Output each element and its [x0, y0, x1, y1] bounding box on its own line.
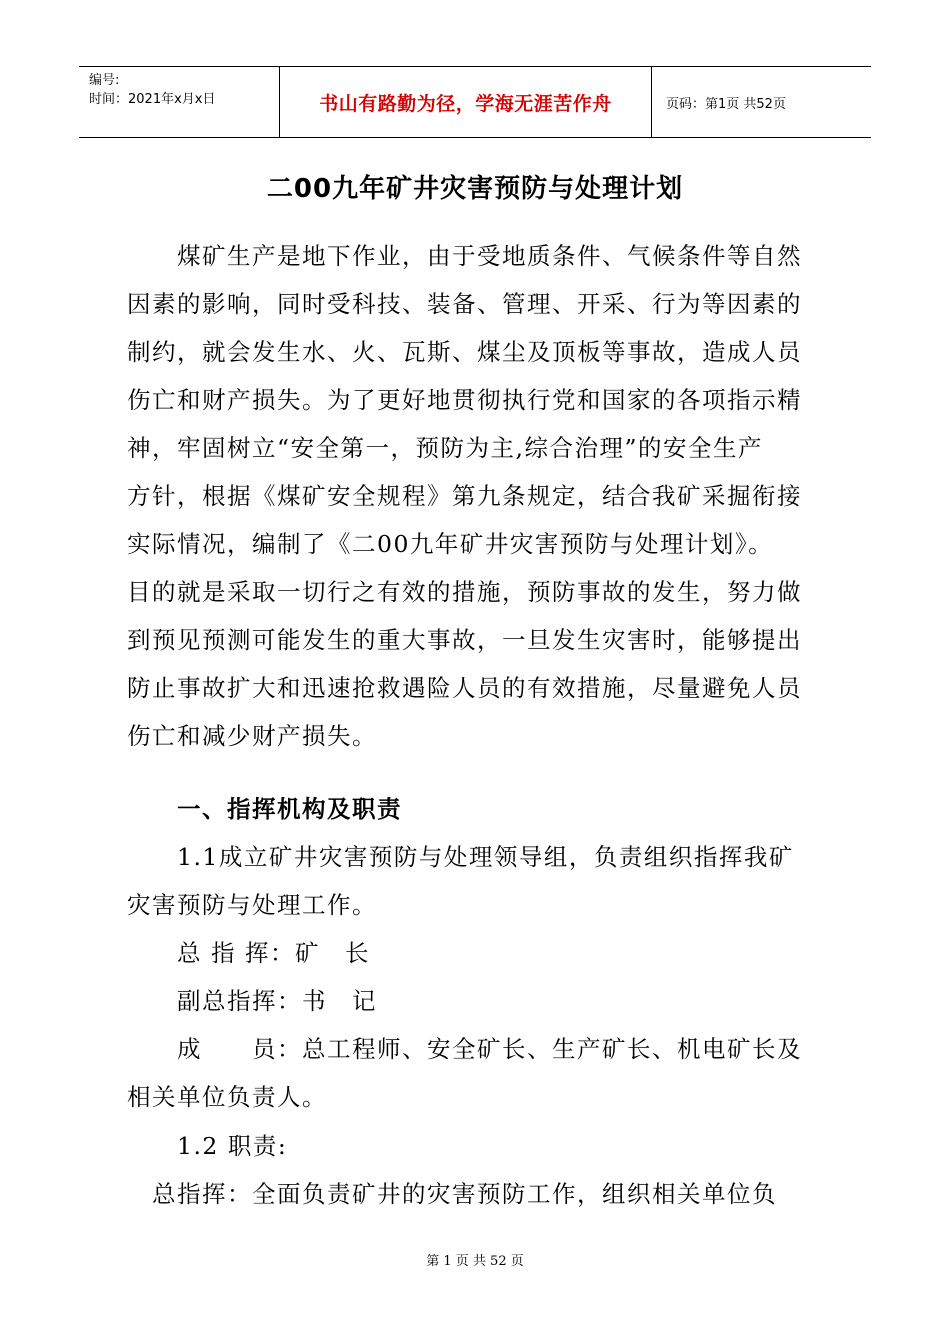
section-line: 副总指挥：书 记: [127, 987, 377, 1015]
body-line: 神，牢固树立“安全第一，预防为主,综合治理”的安全生产: [127, 434, 763, 462]
page-footer: 第 1 页 共 52 页: [426, 1254, 524, 1269]
number-label: 编号:: [89, 73, 120, 88]
body-line: 方针，根据《煤矿安全规程》第九条规定，结合我矿采掘衔接: [127, 482, 802, 510]
body-line: 目的就是采取一切行之有效的措施，预防事故的发生，努力做: [127, 578, 802, 606]
document-title: 二00九年矿井灾害预防与处理计划: [266, 174, 684, 204]
header-meta-cell: [79, 67, 280, 137]
header-table: [79, 66, 871, 138]
body-line: 伤亡和减少财产损失。: [127, 722, 377, 750]
section-heading: 一、指挥机构及职责: [127, 795, 402, 823]
body-line: 防止事故扩大和迅速抢救遇险人员的有效措施，尽量避免人员: [127, 674, 802, 702]
section-line: 1.1成立矿井灾害预防与处理领导组，负责组织指挥我矿: [127, 843, 794, 871]
body-line: 实际情况，编制了《二00九年矿井灾害预防与处理计划》。: [127, 530, 774, 558]
body-line: 到预见预测可能发生的重大事故，一旦发生灾害时，能够提出: [127, 626, 802, 654]
body-line: 伤亡和财产损失。为了更好地贯彻执行党和国家的各项指示精: [127, 386, 802, 414]
body-line: 煤矿生产是地下作业，由于受地质条件、气候条件等自然: [127, 242, 802, 270]
body-line: 制约，就会发生水、火、瓦斯、煤尘及顶板等事故，造成人员: [127, 338, 802, 366]
header-page-info: 页码：第1页 共52页: [666, 96, 786, 112]
section-line: 1.2 职责:: [127, 1132, 288, 1160]
header-slogan: 书山有路勤为径，学海无涯苦作舟: [280, 67, 652, 137]
section-line: 相关单位负责人。: [127, 1083, 327, 1111]
body-line: 因素的影响，同时受科技、装备、管理、开采、行为等因素的: [127, 290, 802, 318]
section-line: 总 指 挥：矿 长: [127, 939, 370, 967]
section-line: 总指挥：全面负责矿井的灾害预防工作，组织相关单位负: [127, 1180, 777, 1208]
section-line: 灾害预防与处理工作。: [127, 891, 377, 919]
section-line: 成 员：总工程师、安全矿长、生产矿长、机电矿长及: [127, 1035, 802, 1063]
time-label: 时间：2021年x月x日: [89, 92, 216, 107]
